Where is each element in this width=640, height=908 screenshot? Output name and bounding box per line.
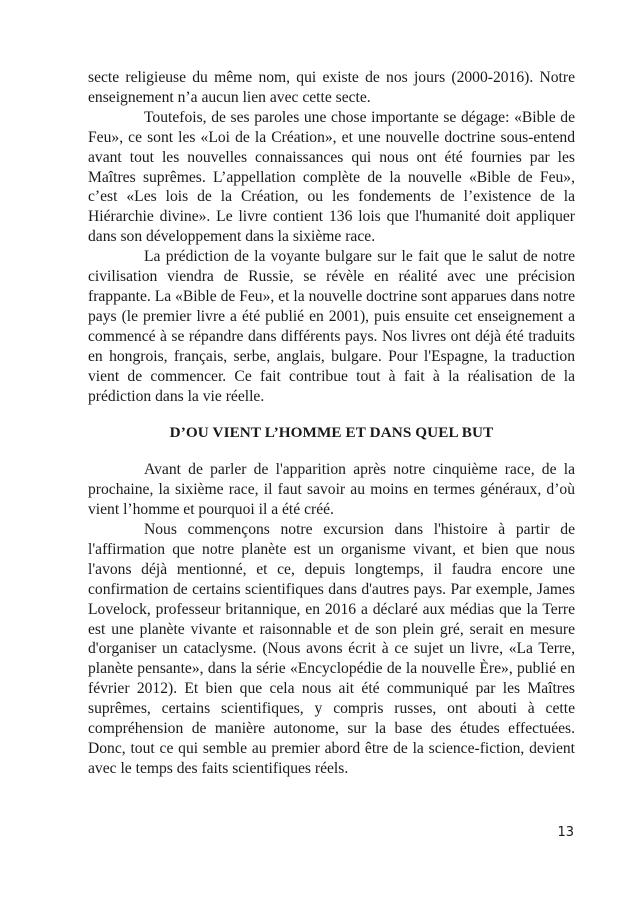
paragraph-bulgarian-prediction: La prédiction de la voyante bulgare sur le fait que le salut de notre civilisation viendra de Russie, se révèle en réalité avec une précision frappante. La «Bible de Feu», et la nouvelle doctrine sont apparues dans notre pays (le premier livre a été publié en 2001), puis ensuite cet enseignement a commencé à se répandre dans différents pays. Nos livres ont déjà été traduits en hongrois, français, serbe, anglais, bulgare. Pour l'Espagne, la traduction vient de commencer. Ce fait contribue tout à fait à la réalisation de la prédiction dans la vie réelle.: [88, 248, 575, 405]
paragraph-sect-reference: secte religieuse du même nom, qui existe de nos jours (2000-2016). Notre enseignement n’a aucun lien avec cette secte.: [88, 69, 575, 106]
document-page: [88, 68, 575, 779]
paragraph-origin-of-man: Avant de parler de l'apparition après notre cinquième race, de la prochaine, la sixième race, il faut savoir au moins en termes généraux, d’où vient l’homme et pourquoi il a été créé.: [88, 461, 575, 519]
paragraph-bible-of-fire: Toutefois, de ses paroles une chose importante se dégage: «Bible de Feu», ce sont les «Loi de la Création», et une nouvelle doctrine sous-entend avant tout les nouvelles connaissances qui nous ont été fournies par les Maîtres suprêmes. L’appellation complète de la nouvelle «Bible de Feu», c’est «Les lois de la Création, ou les fondements de l’existence de la Hiérarchie divine». Le livre contient 136 lois que l'humanité doit appliquer dans son développement dans la sixième race.: [88, 108, 575, 246]
paragraph-living-planet: Nous commençons notre excursion dans l'histoire à partir de l'affirmation que notre planète est un organisme vivant, et bien que nous l'avons déjà mentionné, et ce, depuis longtemps, il faudra encore une confirmation de certains scientifiques dans d'autres pays. Par exemple, James Lovelock, professeur britannique, en 2016 a déclaré aux médias que la Terre est une planète vivante et raisonnable et de son plein gré, serait en mesure d'organiser un cataclysme. (Nous avons écrit à ce sujet un livre, «La Terre, planète pensante», dans la série «Encyclopédie de la nouvelle Ère», publié en février 2012). Et bien que cela nous ait été communiqué par les Maîtres suprêmes, certains scientifiques, y compris russes, ont abouti à cette compréhension de manière autonome, sur la base des études effectuées. Donc, tout ce qui semble au premier abord être de la science-fiction, devient avec le temps des faits scientifiques réels.: [88, 521, 575, 777]
section-heading: D’OU VIENT L’HOMME ET DANS QUEL BUT: [169, 424, 494, 442]
page-number: 13: [557, 825, 574, 840]
